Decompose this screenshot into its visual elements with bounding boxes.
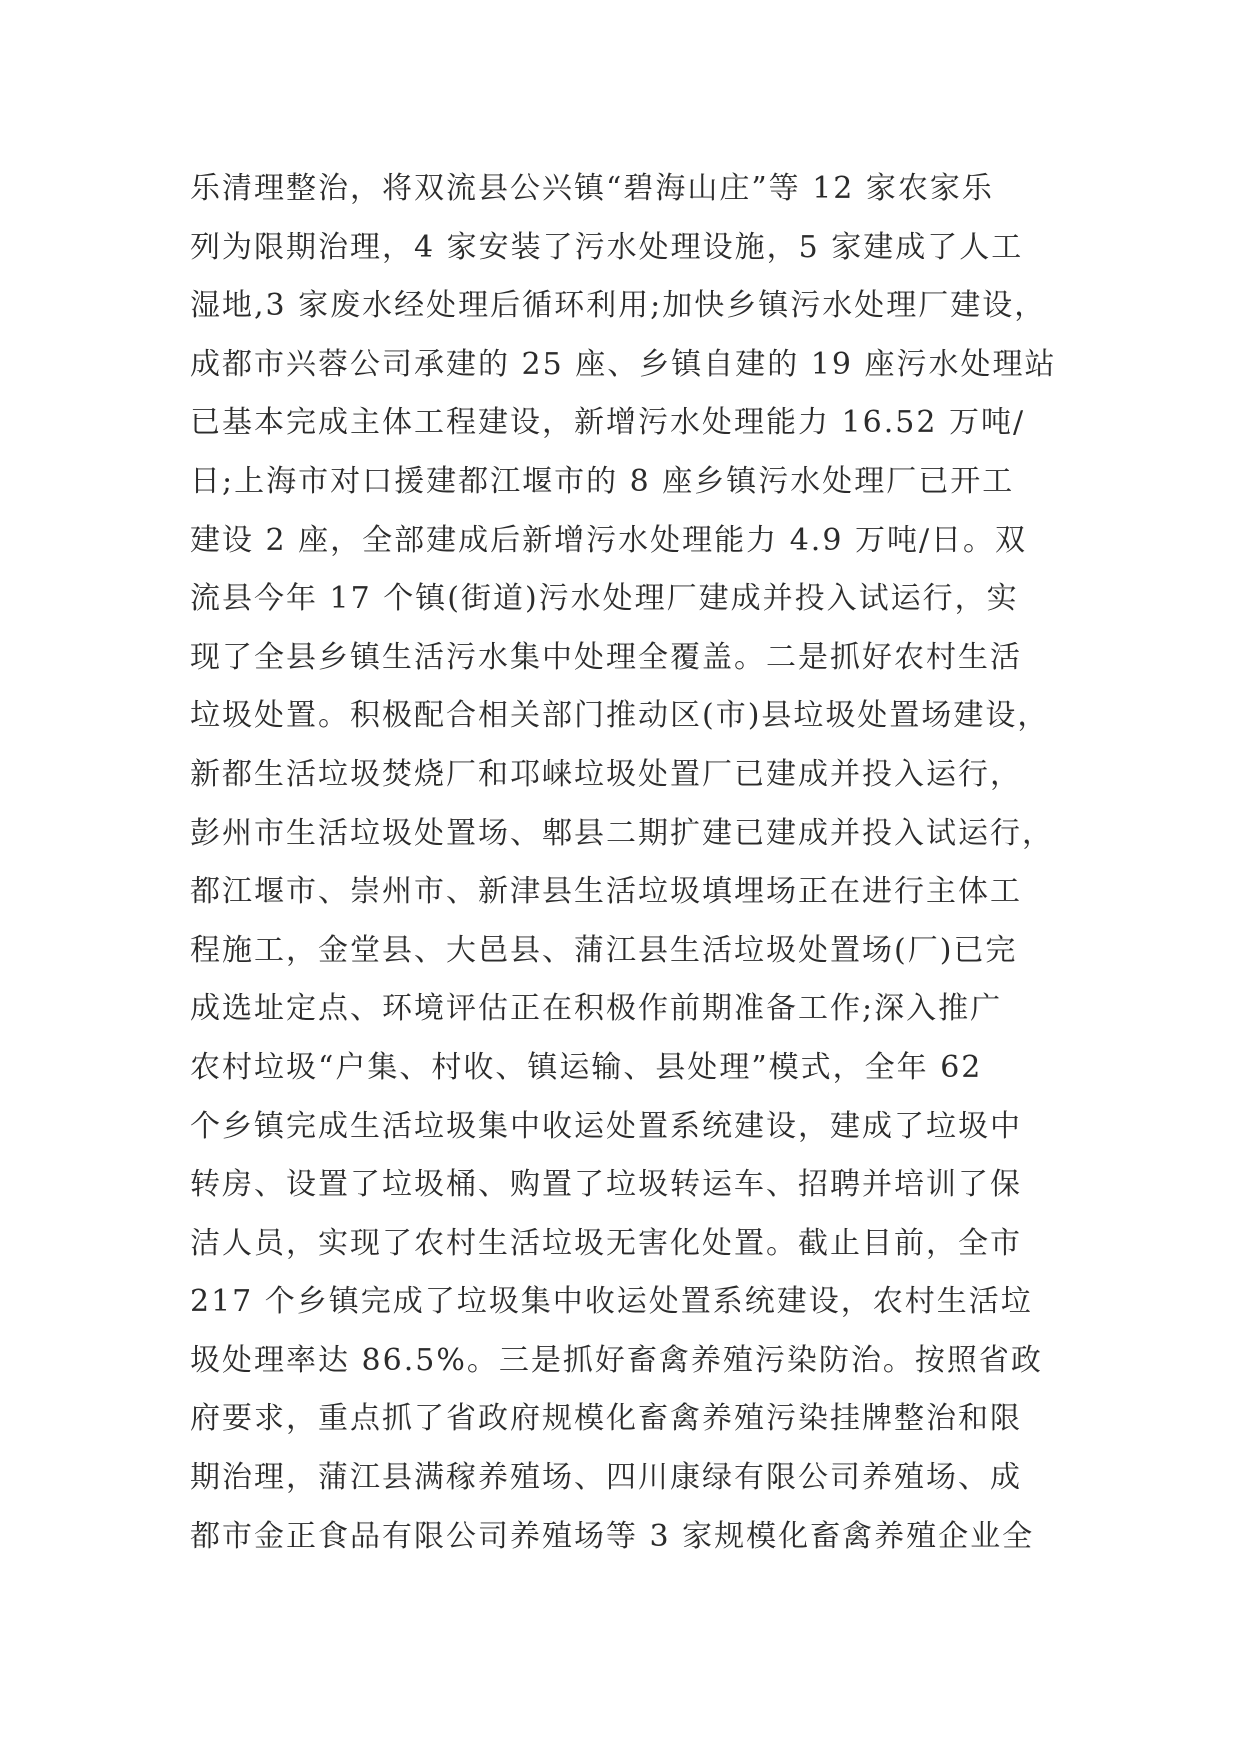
text-line: 都市金正食品有限公司养殖场等 3 家规模化畜禽养殖企业全: [190, 1518, 1035, 1554]
text-line: 新都生活垃圾焚烧厂和邛崃垃圾处置厂已建成并投入运行，: [190, 756, 1022, 792]
text-line: 乐清理整治，将双流县公兴镇“碧海山庄”等 12 家农家乐: [190, 171, 994, 206]
text-line: 日;上海市对口援建都江堰市的 8 座乡镇污水处理厂已开工: [190, 463, 1015, 499]
text-line: 列为限期治理，4 家安装了污水处理设施，5 家建成了人工: [190, 229, 1024, 265]
text-line: 洁人员，实现了农村生活垃圾无害化处置。截止目前，全市: [190, 1225, 1022, 1261]
text-line: 府要求，重点抓了省政府规模化畜禽养殖污染挂牌整治和限: [190, 1401, 1022, 1437]
text-line: 期治理，蒲江县满稼养殖场、四川康绿有限公司养殖场、成: [190, 1460, 1022, 1496]
text-line: 个乡镇完成生活垃圾集中收运处置系统建设，建成了垃圾中: [190, 1108, 1022, 1144]
text-line: 程施工，金堂县、大邑县、蒲江县生活垃圾处置场(厂)已完: [190, 932, 1018, 968]
text-line: 现了全县乡镇生活污水集中处理全覆盖。二是抓好农村生活: [190, 639, 1022, 675]
body-text: [190, 160, 1090, 1566]
text-line: 垃圾处置。积极配合相关部门推动区(市)县垃圾处置场建设，: [190, 698, 1050, 734]
text-line: 圾处理率达 86.5%。三是抓好畜禽养殖污染防治。按照省政: [190, 1342, 1043, 1378]
text-line: 已基本完成主体工程建设，新增污水处理能力 16.52 万吨/: [190, 405, 1026, 441]
text-line: 都江堰市、崇州市、新津县生活垃圾填埋场正在进行主体工: [190, 874, 1022, 910]
text-line: 流县今年 17 个镇(街道)污水处理厂建成并投入试运行，实: [190, 581, 1019, 617]
text-line: 彭州市生活垃圾处置场、郫县二期扩建已建成并投入试运行，: [190, 815, 1054, 851]
text-line: 建设 2 座，全部建成后新增污水处理能力 4.9 万吨/日。双: [190, 522, 1028, 558]
text-line: 成都市兴蓉公司承建的 25 座、乡镇自建的 19 座污水处理站: [190, 346, 1057, 382]
text-line: 农村垃圾“户集、村收、镇运输、县处理”模式，全年 62: [190, 1049, 983, 1085]
text-line: 湿地,3 家废水经处理后循环利用;加快乡镇污水处理厂建设，: [190, 288, 1047, 324]
text-line: 217 个乡镇完成了垃圾集中收运处置系统建设，农村生活垃: [190, 1284, 1033, 1320]
text-line: 成选址定点、环境评估正在积极作前期准备工作;深入推广: [190, 991, 1003, 1027]
text-line: 转房、设置了垃圾桶、购置了垃圾转运车、招聘并培训了保: [190, 1167, 1022, 1203]
